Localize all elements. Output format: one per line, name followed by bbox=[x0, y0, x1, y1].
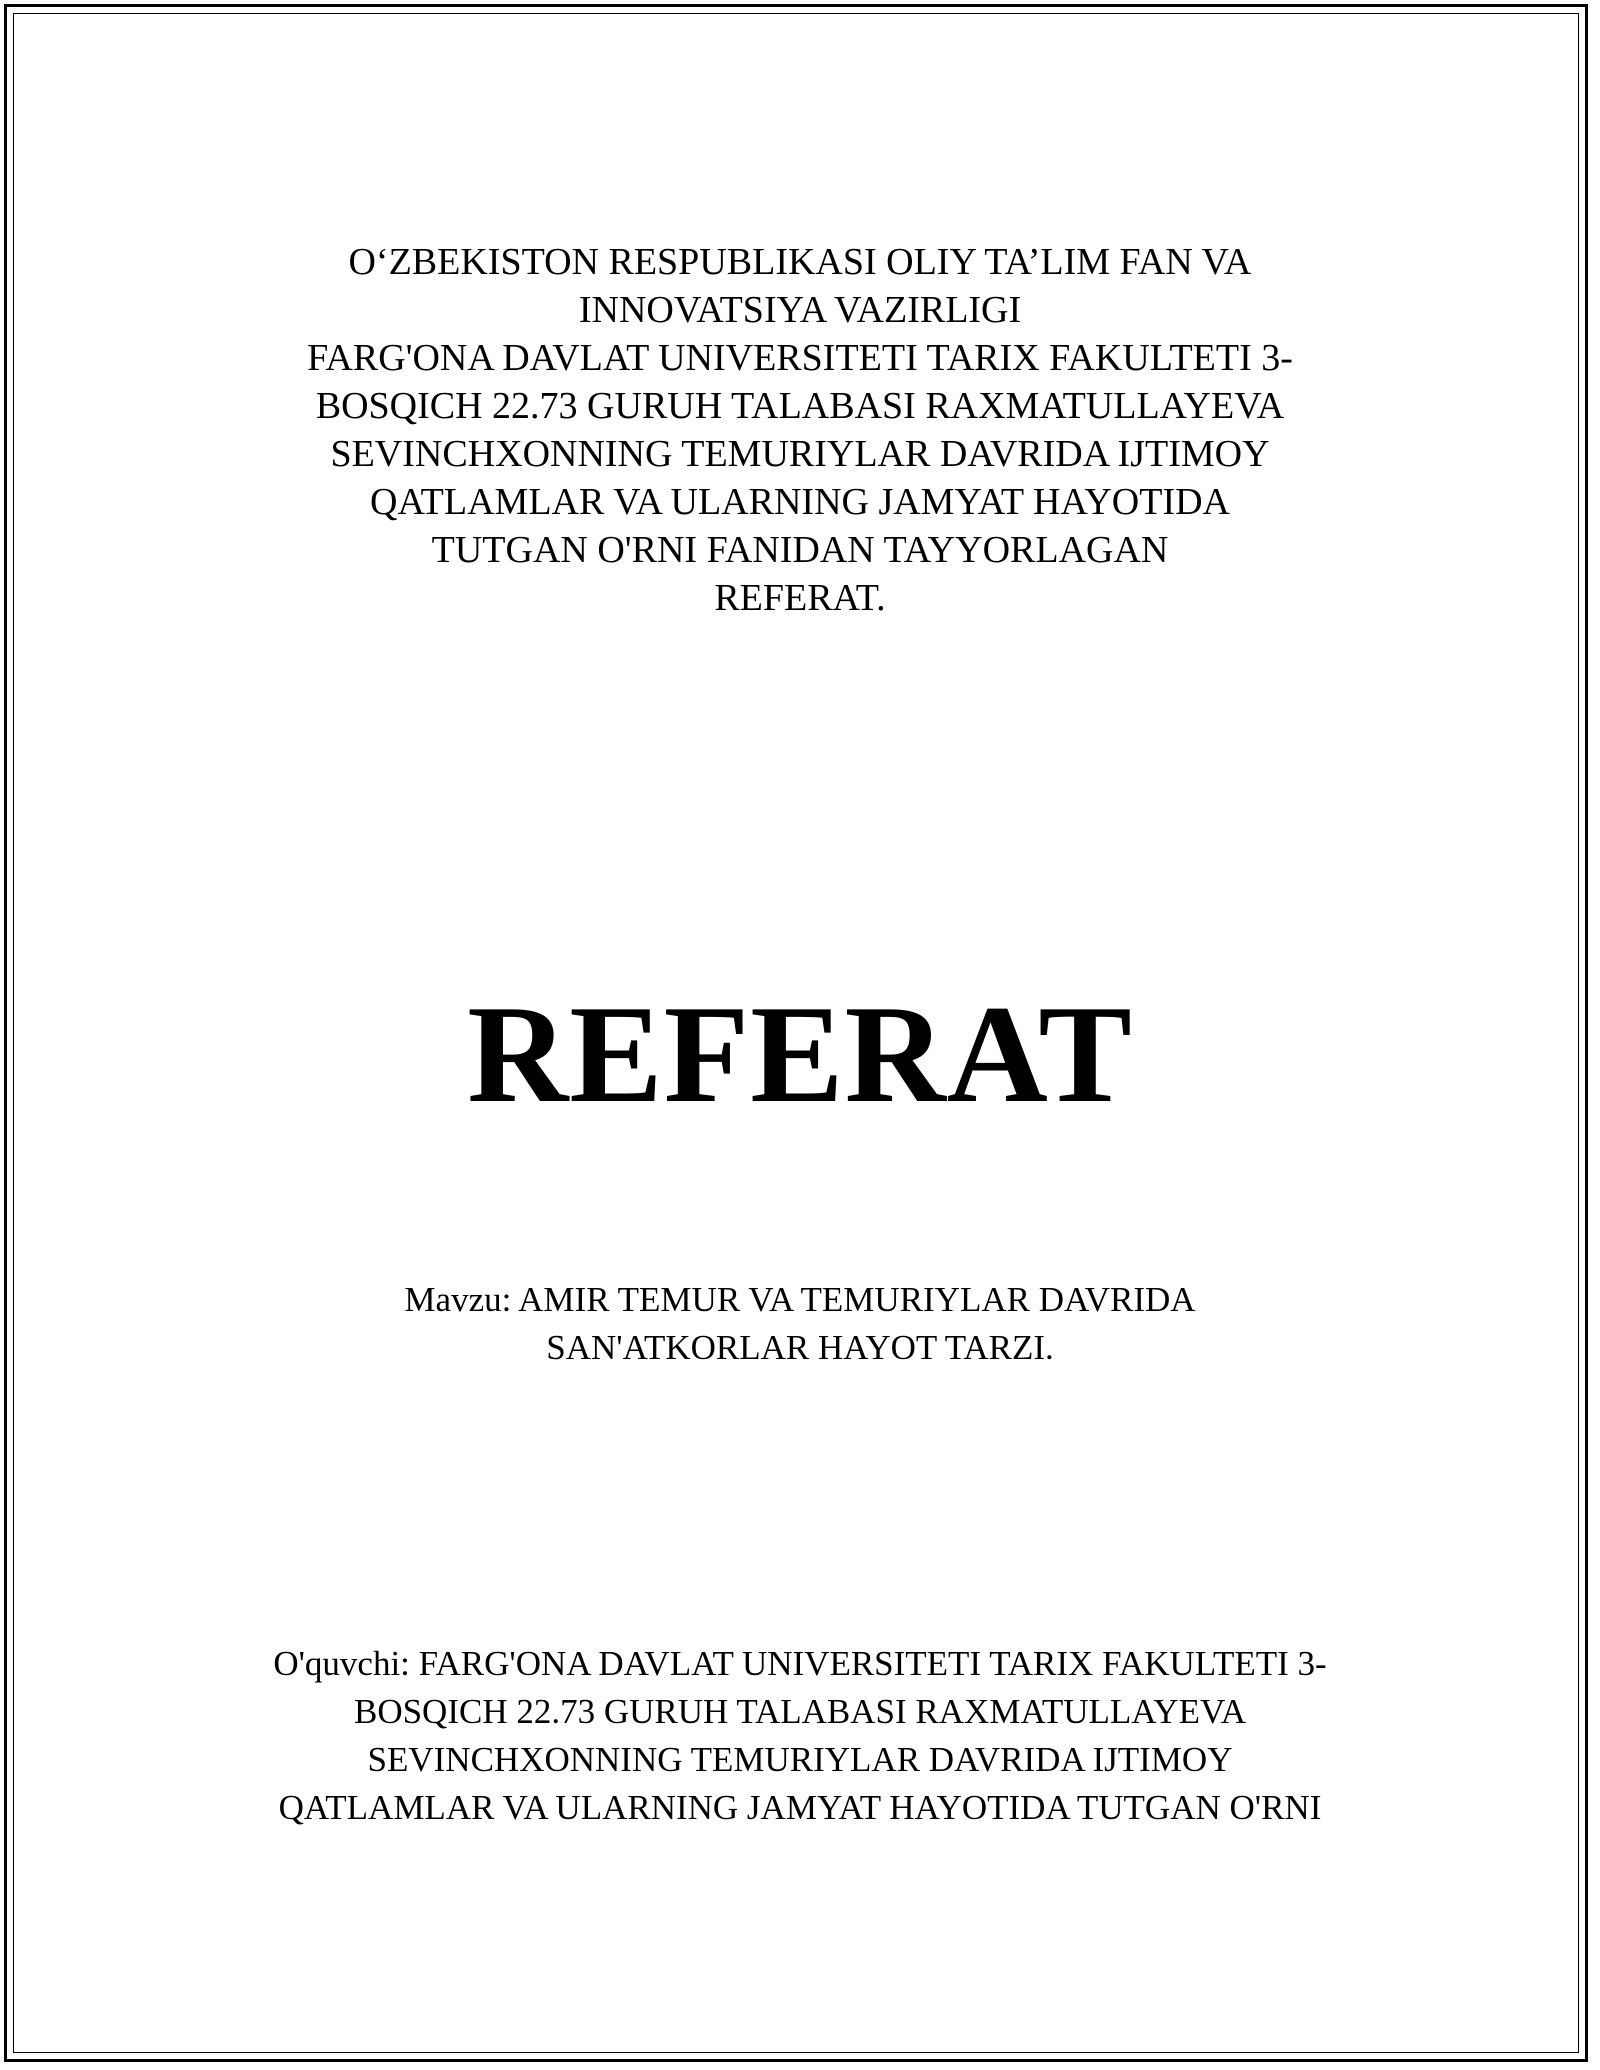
student-info: O'quvchi: FARG'ONA DAVLAT UNIVERSITETI TARIX FAKULTETI 3- BOSQICH 22.73 GURUH TALABASI RAXMATULLAYEVA SEVINCHXONNING TEMURIYLAR DAVRIDA IJTIMOY QATLAMLAR VA ULARNING JAMYAT HAYOTIDA TUTGAN O'RNI bbox=[273, 1644, 1327, 1827]
header-block bbox=[200, 238, 1400, 622]
ministry-name: O‘ZBEKISTON RESPUBLIKASI OLIY TA’LIM FAN VA INNOVATSIYA VAZIRLIGI bbox=[348, 241, 1252, 331]
document-title: REFERAT bbox=[467, 977, 1133, 1132]
topic-text: Mavzu: AMIR TEMUR VA TEMURIYLAR DAVRIDA SAN'ATKORLAR HAYOT TARZI. bbox=[404, 1280, 1196, 1367]
header-description: FARG'ONA DAVLAT UNIVERSITETI TARIX FAKULTETI 3- BOSQICH 22.73 GURUH TALABASI RAXMATULLAYEVA SEVINCHXONNING TEMURIYLAR DAVRIDA IJTIMOY QATLAMLAR VA ULARNING JAMYAT HAYOTIDA TUTGAN O'RNI FANIDAN TAYYORLAGAN REFERAT. bbox=[307, 337, 1293, 619]
